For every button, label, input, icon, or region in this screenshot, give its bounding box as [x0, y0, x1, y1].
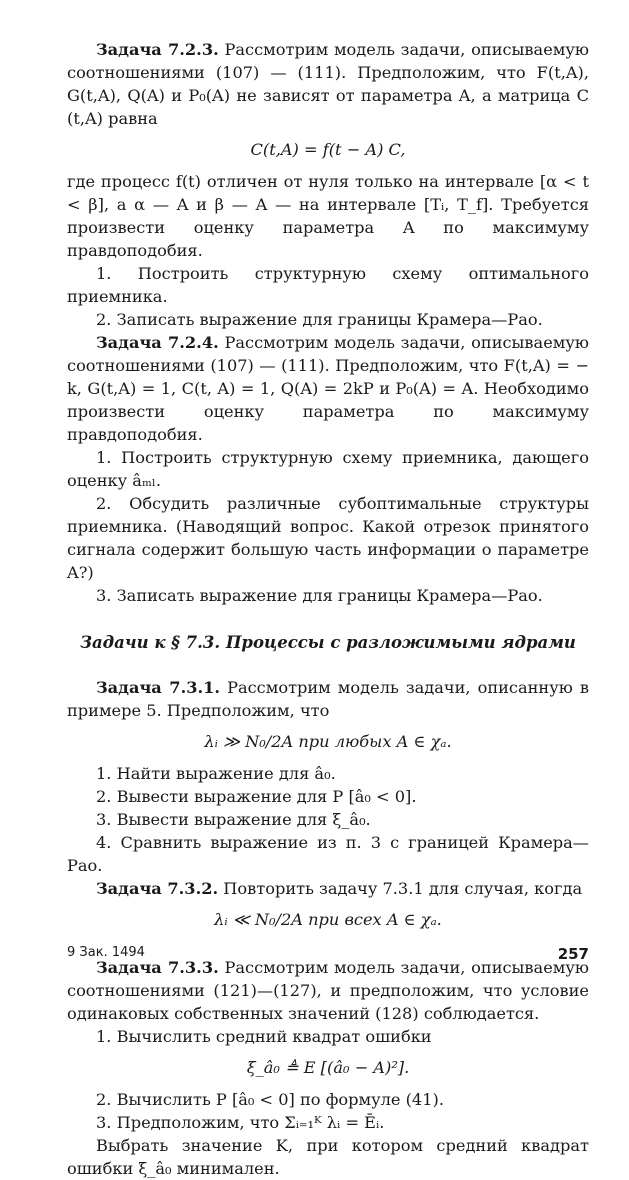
list-item: 1. Вычислить средний квадрат ошибки: [96, 1027, 432, 1046]
problem-7-3-1-heading: Задача 7.3.1.: [96, 678, 221, 697]
problem-text: Рассмотрим модель задачи, описываемую соотношениями (121)—(127), и предположим, что условие одинаковых собственных значений (128) соблюдается.: [67, 958, 589, 1023]
list-item: 2. Вычислить P [â₀ < 0] по формуле (41).: [96, 1090, 444, 1109]
list-item: 1. Найти выражение для â₀.: [96, 764, 336, 783]
problem-text: Повторить задачу 7.3.1 для случая, когда: [223, 879, 583, 898]
problem-7-3-2-heading: Задача 7.3.2.: [96, 879, 219, 898]
page-body: [67, 38, 589, 1180]
formula-lambda-much-greater: λᵢ ≫ N₀/2A при любых A ∈ χₐ.: [204, 732, 452, 751]
problem-7-3-3-intro: [67, 956, 589, 1025]
list-item: 3. Предположим, что Σᵢ₌₁ᴷ λᵢ = Ēᵢ.: [96, 1113, 385, 1132]
section-title: Задачи к § 7.3. Процессы с разложимыми ядрами: [80, 633, 576, 652]
printer-signature: 9 Зак. 1494: [67, 945, 145, 960]
problem-text: Рассмотрим модель задачи, описываемую соотношениями (107) — (111). Предположим, что F(t,A), G(t,A), Q(A) и P₀(A) не зависят от параметра A, а матрица C (t,A) равна: [67, 40, 589, 128]
problem-7-3-1-intro: [67, 676, 589, 722]
formula-lambda-much-less: λᵢ ≪ N₀/2A при всех A ∈ χₐ.: [214, 910, 442, 929]
problem-7-2-4-intro: [67, 331, 589, 446]
formula-mean-square-error: ξ_â₀ ≜ E [(â₀ − A)²].: [246, 1058, 410, 1077]
list-item: 2. Вывести выражение для P [â₀ < 0].: [96, 787, 417, 806]
list-item: 4. Сравнить выражение из п. 3 с границей Крамера—Рао.: [67, 833, 589, 875]
list-item: 3. Записать выражение для границы Крамера—Рао.: [96, 586, 543, 605]
list-item: 1. Построить структурную схему оптимального приемника.: [67, 264, 589, 306]
problem-7-2-3-condition: где процесс f(t) отличен от нуля только на интервале [α < t < β], а α — A и β — A — на интервале [Tᵢ, T_f]. Требуется произвести оценку параметра A по максимуму правдоподобия.: [67, 172, 589, 260]
list-item: 3. Вывести выражение для ξ_â₀.: [96, 810, 371, 829]
problem-7-2-3-heading: Задача 7.2.3.: [96, 40, 219, 59]
problem-7-2-4-heading: Задача 7.2.4.: [96, 333, 219, 352]
list-item: 2. Обсудить различные субоптимальные структуры приемника. (Наводящий вопрос. Какой отрезок принятого сигнала содержит большую часть информации о параметре A?): [67, 494, 589, 582]
problem-text: Рассмотрим модель задачи, описанную в примере 5. Предположим, что: [67, 678, 589, 720]
problem-7-3-2-intro: [67, 877, 589, 900]
problem-7-3-3-heading: Задача 7.3.3.: [96, 958, 219, 977]
problem-text: Рассмотрим модель задачи, описываемую соотношениями (107) — (111). Предположим, что F(t,A) = − k, G(t,A) = 1, C(t, A) = 1, Q(A) = 2kP и P₀(A) = A. Необходимо произвести оценку параметра по максимуму правдоподобия.: [67, 333, 589, 444]
page-number: 257: [557, 945, 589, 963]
list-item: 2. Записать выражение для границы Крамера—Рао.: [96, 310, 543, 329]
page-footer: [67, 945, 589, 963]
list-item: 1. Построить структурную схему приемника, дающего оценку âₘₗ.: [67, 448, 589, 490]
formula-c-matrix: C(t,A) = f(t − A) C,: [250, 140, 406, 159]
problem-7-2-3-intro: [67, 38, 589, 130]
problem-7-3-3-conclusion: Выбрать значение K, при котором средний квадрат ошибки ξ_â₀ минимален.: [67, 1136, 589, 1178]
